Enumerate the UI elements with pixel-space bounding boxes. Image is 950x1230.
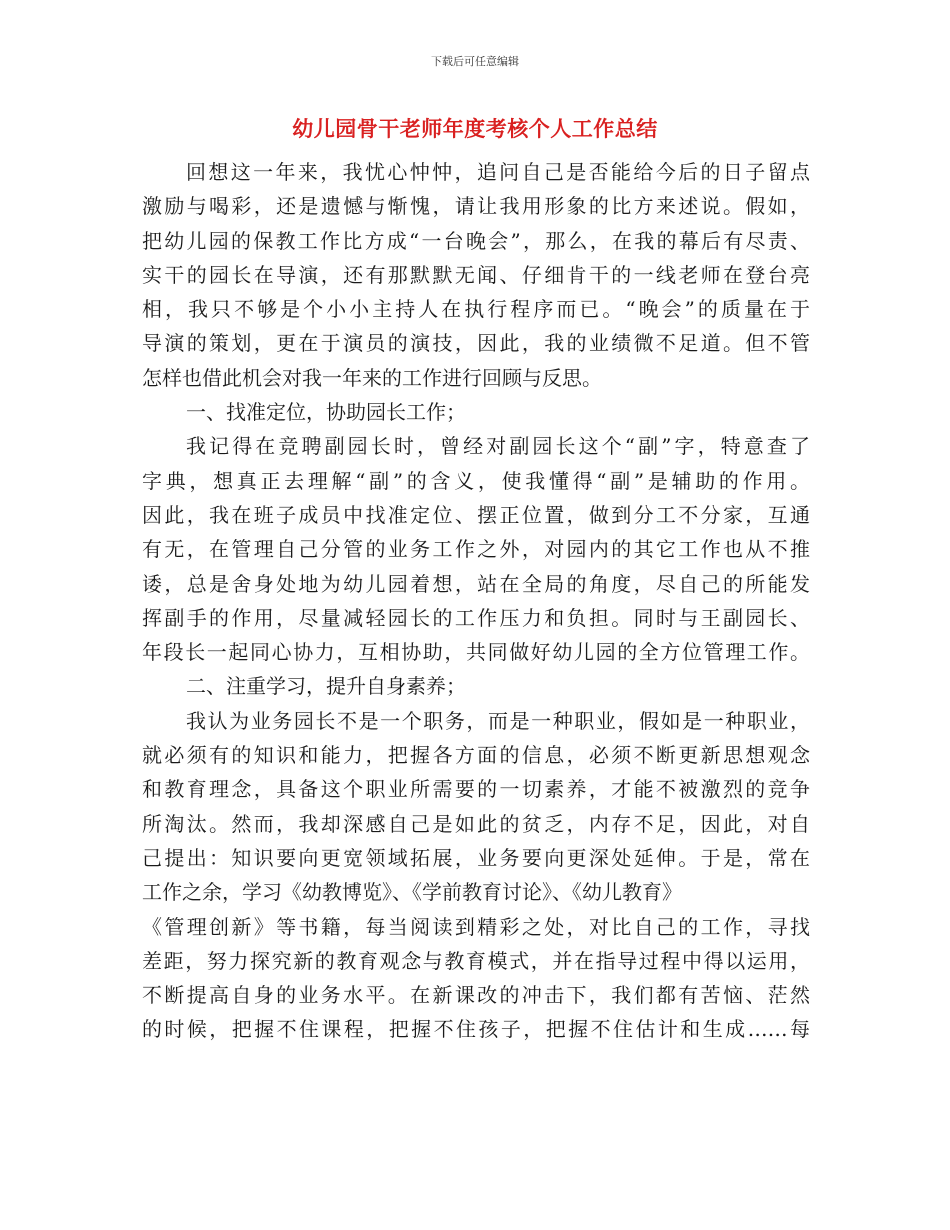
body-line: 实干的园长在导演，还有那默默无闻、仔细肯干的一线老师在登台亮 (142, 262, 810, 287)
body-line: 工作之余，学习《幼教博览》、《学前教育讨论》、《幼儿教育》 (142, 880, 682, 905)
page-header: 下载后可任意编辑 (431, 55, 519, 68)
body-line: 和教育理念，具备这个职业所需要的一切素养，才能不被激烈的竞争 (142, 777, 810, 802)
body-line: 诿，总是舍身处地为幼儿园着想，站在全局的角度，尽自己的所能发 (142, 571, 810, 596)
body-line: 就必须有的知识和能力，把握各方面的信息，必须不断更新思想观念 (142, 743, 810, 768)
body-line: 一、找准定位，协助园长工作； (186, 400, 466, 425)
body-line: 因此，我在班子成员中找准定位、摆正位置，做到分工不分家，互通 (142, 502, 810, 527)
body-line: 《管理创新》等书籍，每当阅读到精彩之处，对比自己的工作，寻找 (142, 914, 810, 939)
body-line: 挥副手的作用，尽量减轻园长的工作压力和负担。同时与王副园长、 (142, 605, 810, 630)
body-line: 年段长一起同心协力，互相协助，共同做好幼儿园的全方位管理工作。 (142, 640, 810, 665)
body-line: 相，我只不够是个小小主持人在执行程序而已。“晚会”的质量在于 (142, 297, 810, 322)
body-line: 激励与喝彩，还是遗憾与惭愧，请让我用形象的比方来述说。假如， (142, 194, 810, 219)
body-line: 回想这一年来，我忧心忡忡，追问自己是否能给今后的日子留点 (186, 160, 810, 184)
body-line: 二、注重学习，提升自身素养； (186, 674, 466, 699)
document-title: 幼儿园骨干老师年度考核个人工作总结 (292, 117, 658, 141)
body-line: 导演的策划，更在于演员的演技，因此，我的业绩微不足道。但不管 (142, 331, 810, 356)
body-line: 把幼儿园的保教工作比方成“一台晚会”，那么，在我的幕后有尽责、 (142, 228, 810, 253)
body-line: 字典，想真正去理解“副”的含义，使我懂得“副”是辅助的作用。 (142, 468, 810, 493)
body-line: 所淘汰。然而，我却深感自己是如此的贫乏，内存不足，因此，对自 (142, 811, 810, 836)
body-line: 怎样也借此机会对我一年来的工作进行回顾与反思。 (142, 365, 602, 390)
body-line: 不断提高自身的业务水平。在新课改的冲击下，我们都有苦恼、茫然 (142, 983, 810, 1008)
body-line: 的时候，把握不住课程，把握不住孩子，把握不住估计和生成……每 (142, 1017, 810, 1042)
body-line: 己提出：知识要向更宽领域拓展，业务要向更深处延伸。于是，常在 (142, 845, 810, 870)
document-body (142, 155, 810, 1047)
body-line: 我认为业务园长不是一个职务，而是一种职业，假如是一种职业， (186, 708, 810, 733)
body-line: 我记得在竞聘副园长时，曾经对副园长这个“副”字，特意查了 (186, 434, 810, 459)
body-line: 有无，在管理自己分管的业务工作之外，对园内的其它工作也从不推 (142, 537, 810, 562)
body-line: 差距，努力探究新的教育观念与教育模式，并在指导过程中得以运用， (142, 948, 810, 973)
